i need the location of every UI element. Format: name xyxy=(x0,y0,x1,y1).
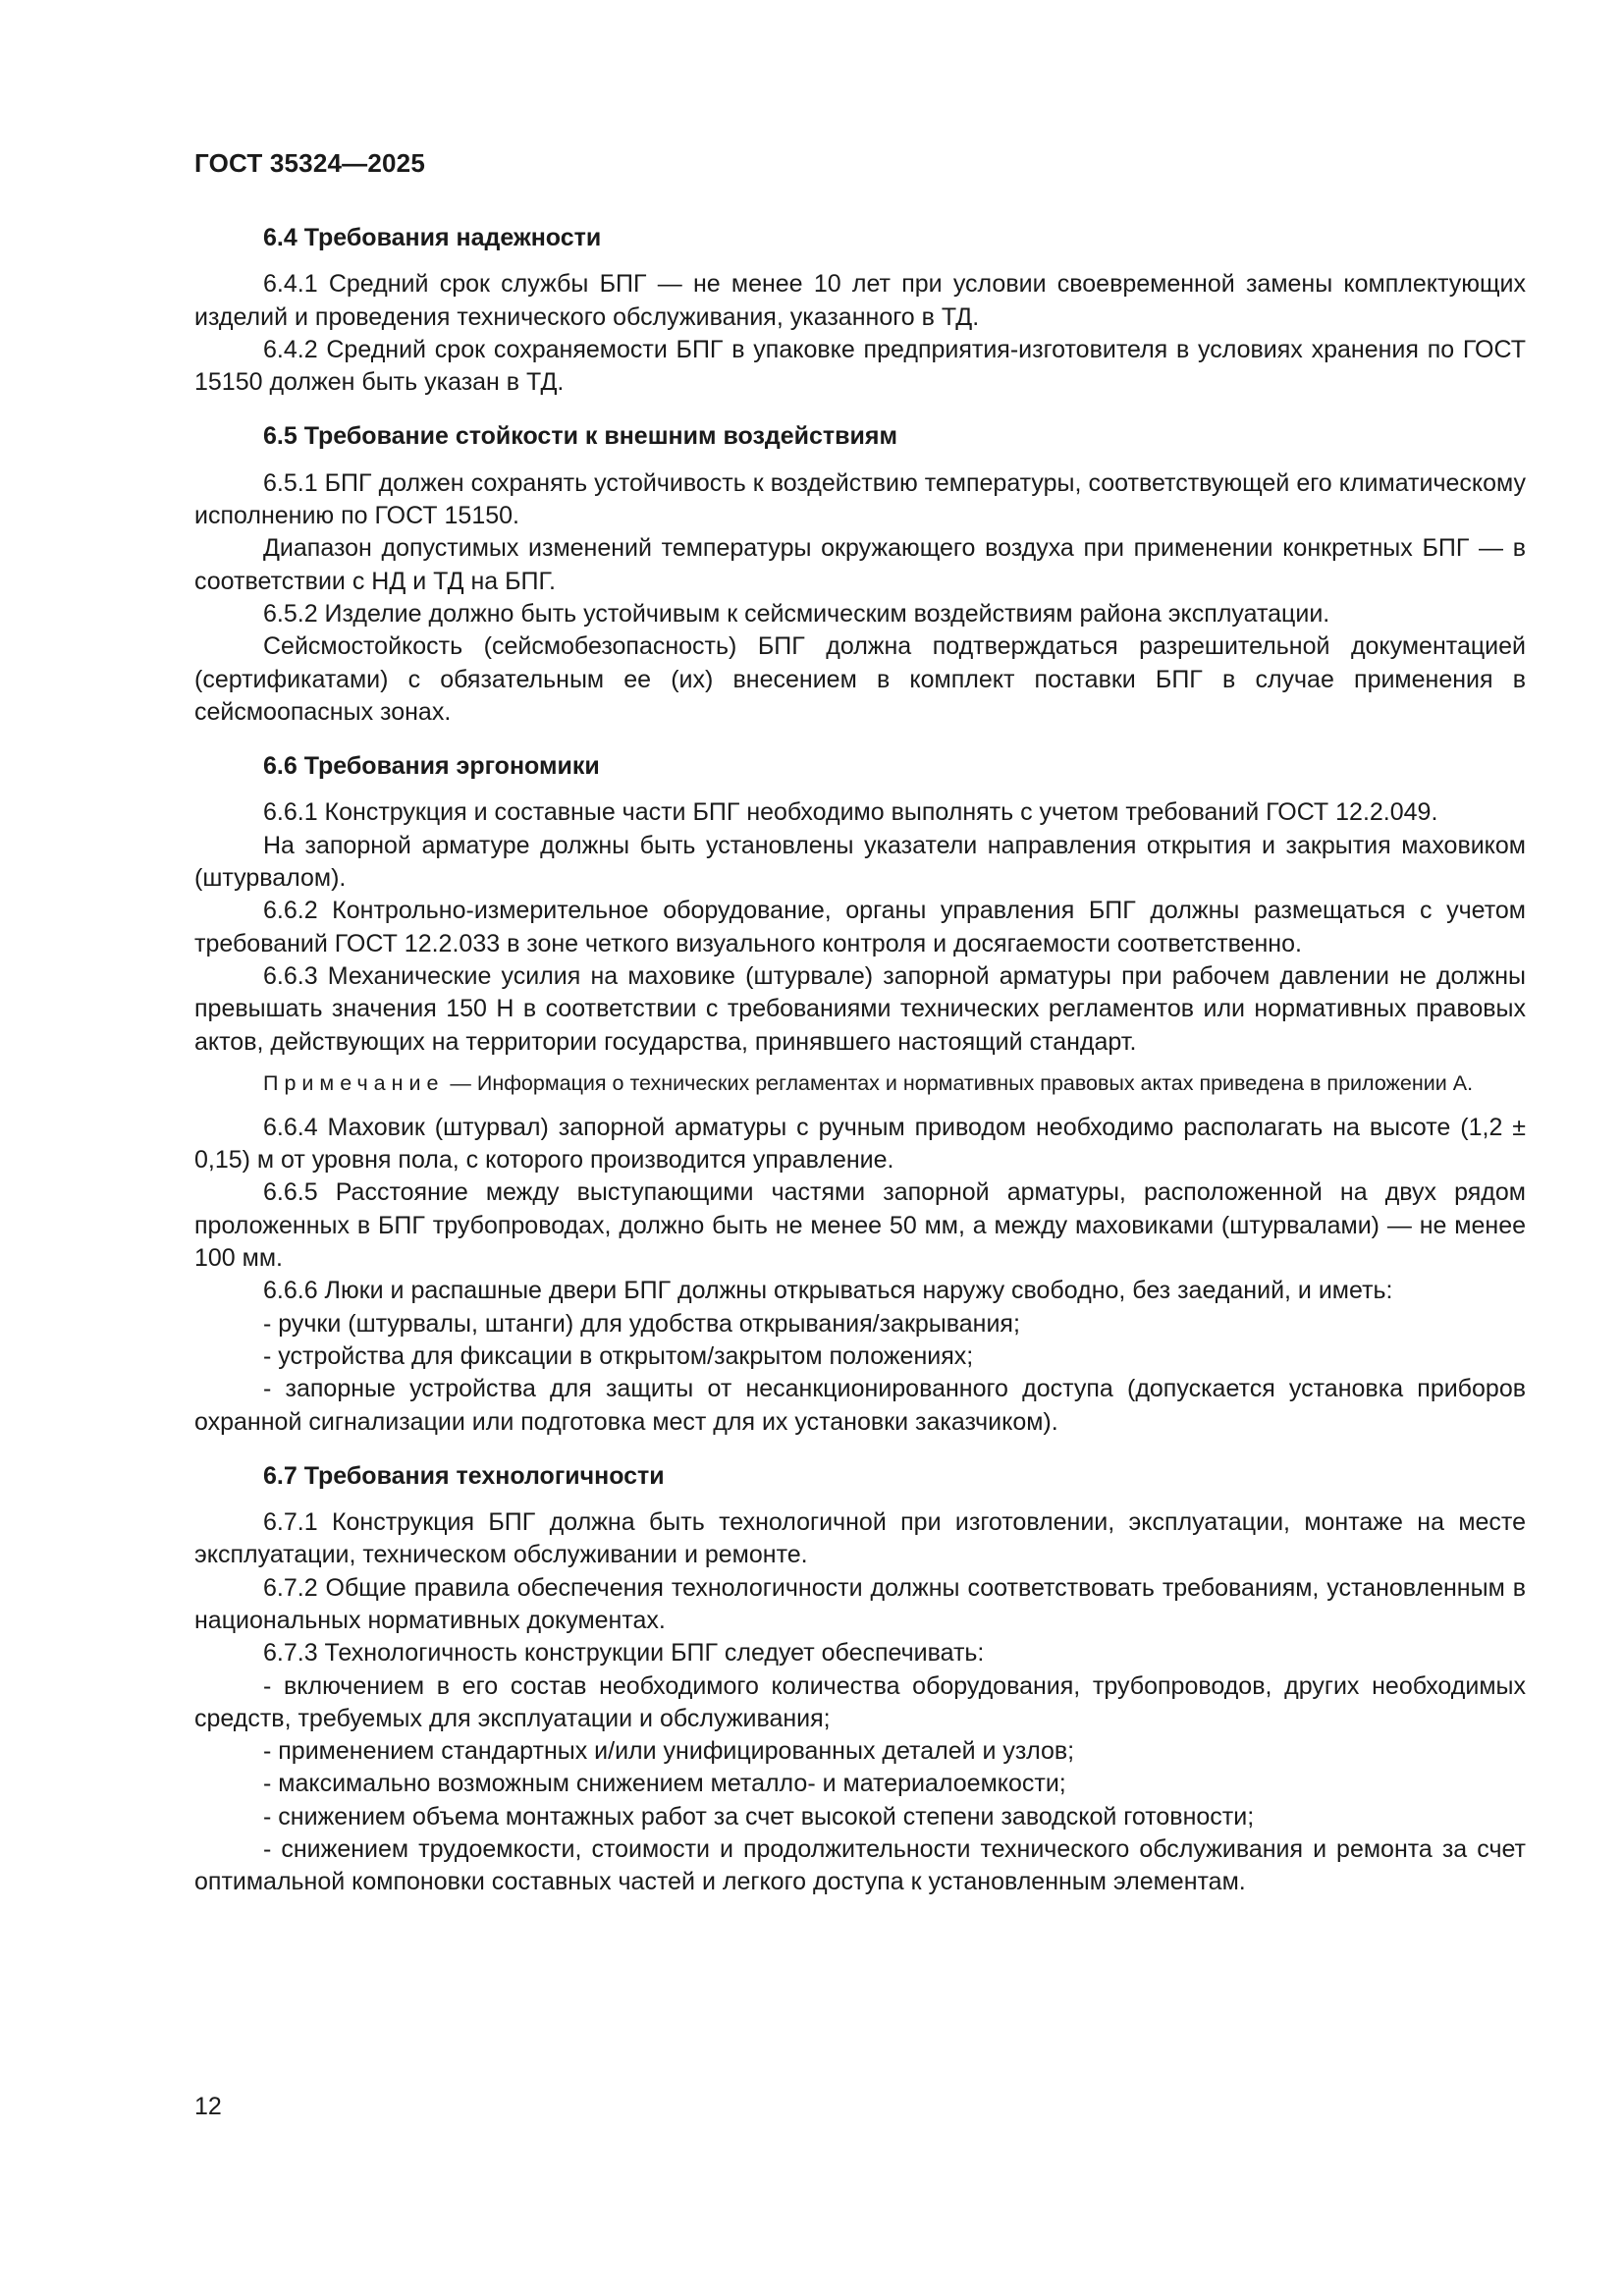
section-reliability xyxy=(194,222,1526,399)
section-resistance xyxy=(194,420,1526,729)
list-item: - включением в его состав необходимого количества оборудования, трубопроводов, других необходимых средств, требуемых для эксплуатации и обслуживания; xyxy=(194,1671,1526,1732)
list-item: - запорные устройства для защиты от несанкционированного доступа (допускается установка приборов охранной сигнализации или подготовка мест для их установки заказчиком). xyxy=(194,1375,1526,1436)
note-label: Примечание xyxy=(263,1070,445,1095)
list-item: - устройства для фиксации в открытом/закрытом положениях; xyxy=(263,1341,974,1370)
section-manufacturability xyxy=(194,1460,1526,1899)
note-text: — Информация о технических регламентах и нормативных правовых актах приведена в приложении А. xyxy=(444,1070,1474,1095)
list-item: - снижением объема монтажных работ за счет высокой степени заводской готовности; xyxy=(263,1802,1255,1831)
paragraph: 6.7.3 Технологичность конструкции БПГ следует обеспечивать: xyxy=(263,1639,985,1667)
paragraph: 6.5.1 БПГ должен сохранять устойчивость к воздействию температуры, соответствующей его климатическому исполнению по ГОСТ 15150. xyxy=(194,468,1526,530)
list-item: - ручки (штурвалы, штанги) для удобства открывания/закрывания; xyxy=(263,1309,1020,1338)
section-title: 6.6 Требования эргономики xyxy=(263,752,600,781)
paragraph: 6.7.1 Конструкция БПГ должна быть технологичной при изготовлении, эксплуатации, монтаже на месте эксплуатации, техническом обслуживании и ремонте. xyxy=(194,1508,1526,1569)
paragraph: 6.6.2 Контрольно-измерительное оборудование, органы управления БПГ должны размещаться с учетом требований ГОСТ 12.2.033 в зоне четкого визуального контроля и досягаемости соответственно. xyxy=(194,897,1526,957)
paragraph: 6.5.2 Изделие должно быть устойчивым к сейсмическим воздействиям района эксплуатации. xyxy=(263,599,1330,628)
paragraph: 6.6.1 Конструкция и составные части БПГ необходимо выполнять с учетом требований ГОСТ 12.2.049. xyxy=(263,798,1438,827)
list-item: - снижением трудоемкости, стоимости и продолжительности технического обслуживания и ремонта за счет оптимальной компоновки составных частей и легкого доступа к установленным элементам. xyxy=(194,1835,1526,1896)
section-ergonomics xyxy=(194,750,1526,1439)
document-body xyxy=(194,222,1526,1921)
paragraph: 6.4.1 Средний срок службы БПГ — не менее 10 лет при условии своевременной замены комплектующих изделий и проведения технического обслуживания, указанного в ТД. xyxy=(194,270,1526,331)
page-number: 12 xyxy=(194,2093,222,2120)
paragraph: 6.6.5 Расстояние между выступающими частями запорной арматуры, расположенной на двух рядом проложенных в БПГ трубопроводах, должно быть не менее 50 мм, а между маховиками (штурвалами) — не менее 100 мм. xyxy=(194,1178,1526,1273)
paragraph: 6.6.4 Маховик (штурвал) запорной арматуры с ручным приводом необходимо располагать на высоте (1,2 ± 0,15) м от уровня пола, с которого производится управление. xyxy=(194,1113,1526,1175)
paragraph: 6.4.2 Средний срок сохраняемости БПГ в упаковке предприятия-изготовителя в условиях хранения по ГОСТ 15150 должен быть указан в ТД. xyxy=(194,335,1526,397)
list-item: - максимально возможным снижением металло- и материалоемкости; xyxy=(263,1770,1066,1798)
document-code: ГОСТ 35324—2025 xyxy=(194,148,425,178)
paragraph: 6.7.2 Общие правила обеспечения технологичности должны соответствовать требованиям, установленным в национальных нормативных документах. xyxy=(194,1573,1526,1634)
section-title: 6.7 Требования технологичности xyxy=(263,1461,665,1490)
section-title: 6.4 Требования надежности xyxy=(263,224,602,251)
paragraph: 6.6.6 Люки и распашные двери БПГ должны открываться наружу свободно, без заеданий, и иметь: xyxy=(263,1277,1393,1305)
note xyxy=(194,1068,1526,1098)
paragraph: Диапазон допустимых изменений температуры окружающего воздуха при применении конкретных БПГ — в соответствии с НД и ТД на БПГ. xyxy=(194,534,1526,595)
section-title: 6.5 Требование стойкости к внешним воздействиям xyxy=(263,422,897,451)
paragraph: 6.6.3 Механические усилия на маховике (штурвале) запорной арматуры при рабочем давлении не должны превышать значения 150 Н в соответствии с требованиями технических регламентов или нормативных правовых актов, действующих на территории государства, принявшего настоящий стандарт. xyxy=(194,961,1526,1056)
paragraph: На запорной арматуре должны быть установлены указатели направления открытия и закрытия маховиком (штурвалом). xyxy=(194,831,1526,893)
paragraph: Сейсмостойкость (сейсмобезопасность) БПГ должна подтверждаться разрешительной документацией (сертификатами) с обязательным ее (их) внесением в комплект поставки БПГ в случае применения в сейсмоопасных зонах. xyxy=(194,632,1526,726)
list-item: - применением стандартных и/или унифицированных деталей и узлов; xyxy=(263,1737,1075,1766)
